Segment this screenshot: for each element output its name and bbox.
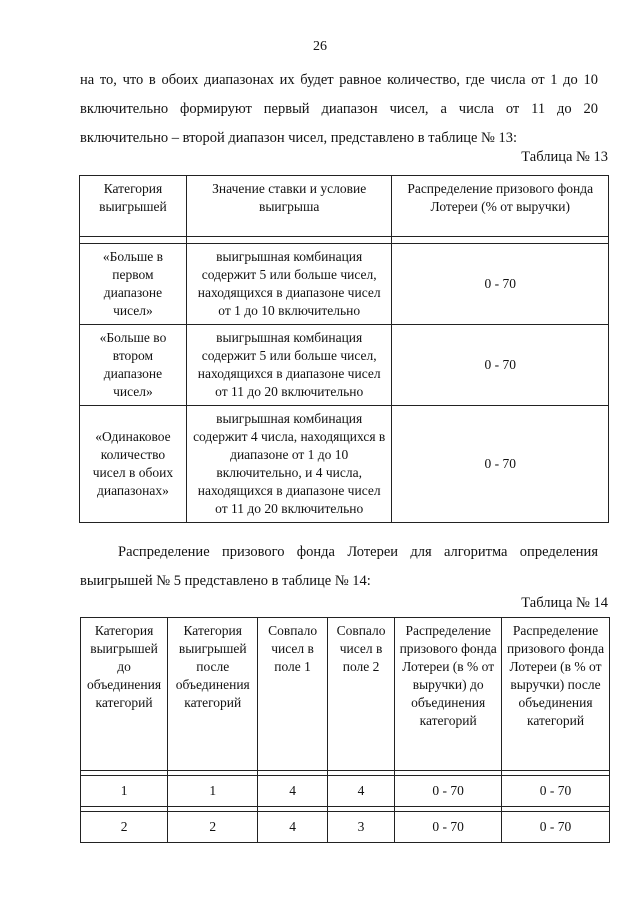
table-header-row xyxy=(81,618,610,771)
table-row xyxy=(80,406,609,523)
header-cell: Совпало чисел в поле 2 xyxy=(327,618,394,771)
table-cell: 2 xyxy=(81,812,168,843)
paragraph-line: включительно формируют первый диапазон чисел, а числа от 11 до 20 xyxy=(80,101,598,117)
table-cell: 1 xyxy=(81,776,168,807)
table-cell: 0 - 70 xyxy=(502,812,610,843)
header-cell: Категория выигрышей после объединения категорий xyxy=(168,618,258,771)
table-header-row xyxy=(80,176,609,237)
table-row xyxy=(80,244,609,325)
table-cell: 0 - 70 xyxy=(502,776,610,807)
table-cell: выигрышная комбинация содержит 5 или больше чисел, находящихся в диапазоне чисел от 1 до 10 включительно xyxy=(186,244,392,325)
table-cell: 0 - 70 xyxy=(392,406,609,523)
table-cell: 0 - 70 xyxy=(395,812,502,843)
table-14 xyxy=(80,617,610,843)
table-cell: 3 xyxy=(327,812,394,843)
table-cell: 0 - 70 xyxy=(392,325,609,406)
table-cell: 0 - 70 xyxy=(395,776,502,807)
header-cell: Категория выигрышей xyxy=(80,176,187,237)
table-cell: выигрышная комбинация содержит 4 числа, находящихся в диапазоне от 1 до 10 включительно, и 4 числа, находящихся в диапазоне чисел от 11 до 20 включительно xyxy=(186,406,392,523)
header-cell: Категория выигрышей до объединения категорий xyxy=(81,618,168,771)
second-paragraph xyxy=(80,538,598,596)
table-row xyxy=(81,776,610,807)
table-spacer-row xyxy=(80,237,609,244)
header-cell: Совпало чисел в поле 1 xyxy=(258,618,327,771)
paragraph-line: выигрышей № 5 представлено в таблице № 14: xyxy=(80,573,371,589)
table-13-caption: Таблица № 13 xyxy=(521,149,608,165)
table-cell: 2 xyxy=(168,812,258,843)
paragraph-line: Распределение призового фонда Лотереи для алгоритма определения xyxy=(118,544,598,560)
paragraph-line: на то, что в обоих диапазонах их будет равное количество, где числа от 1 до 10 xyxy=(80,72,598,88)
header-cell: Распределение призового фонда Лотереи (в % от выручки) до объединения категорий xyxy=(395,618,502,771)
table-cell: 4 xyxy=(258,812,327,843)
table-13 xyxy=(79,175,609,523)
table-cell: «Больше во втором диапазоне чисел» xyxy=(80,325,187,406)
paragraph-line: включительно – второй диапазон чисел, представлено в таблице № 13: xyxy=(80,130,518,146)
table-cell: выигрышная комбинация содержит 5 или больше чисел, находящихся в диапазоне чисел от 11 до 20 включительно xyxy=(186,325,392,406)
table-cell: 1 xyxy=(168,776,258,807)
table-14-caption: Таблица № 14 xyxy=(521,595,608,611)
table-row xyxy=(81,812,610,843)
table-cell: «Больше в первом диапазоне чисел» xyxy=(80,244,187,325)
table-cell: 4 xyxy=(327,776,394,807)
table-cell: 4 xyxy=(258,776,327,807)
header-cell: Распределение призового фонда Лотереи (в % от выручки) после объединения категорий xyxy=(502,618,610,771)
table-row xyxy=(80,325,609,406)
header-cell: Значение ставки и условие выигрыша xyxy=(186,176,392,237)
header-cell: Распределение призового фонда Лотереи (% от выручки) xyxy=(392,176,609,237)
table-cell: «Одинаковое количество чисел в обоих диапазонах» xyxy=(80,406,187,523)
table-cell: 0 - 70 xyxy=(392,244,609,325)
intro-paragraph xyxy=(80,66,598,153)
page-number: 26 xyxy=(313,39,327,54)
